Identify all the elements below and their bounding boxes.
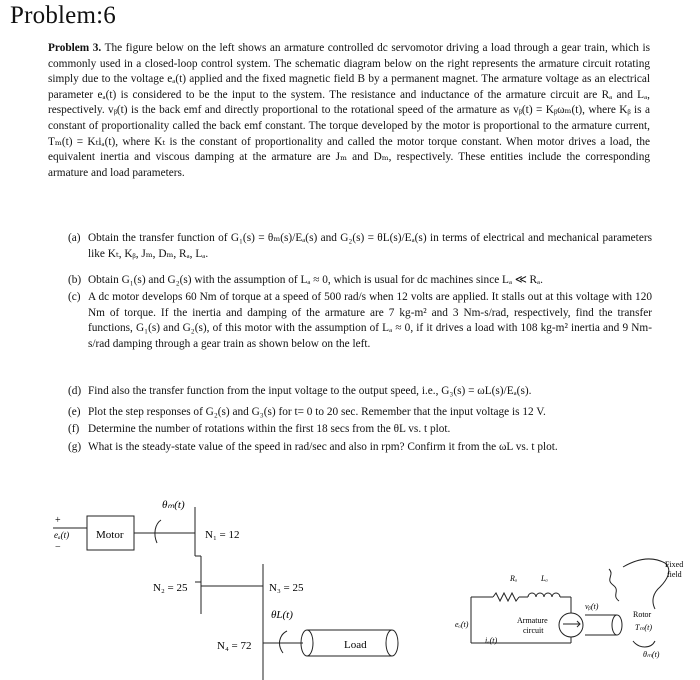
part-label: (e) [68, 406, 81, 418]
part-label: (f) [68, 423, 80, 435]
part-text: Find also the transfer function from the input voltage to the output speed, i.e., G₃(s) = ωL(s)/Eₐ(s). [88, 385, 532, 397]
n4-label: N₄ = 72 [217, 640, 252, 652]
part-text: What is the steady-state value of the speed in rad/sec and also in rpm? Confirm it from the ωL vs. t plot. [88, 441, 558, 453]
ea-label: eₐ(t) [54, 530, 70, 540]
part-label: (c) [68, 291, 81, 303]
part-text: Obtain the transfer function of G₁(s) = θₘ(s)/Eₐ(s) and G₂(s) = θL(s)/Eₐ(s) in terms of electrical and mechanical parameters like Kₜ, Kᵦ, Jₘ, Dₘ, Rₐ, Lₐ. [88, 232, 652, 260]
part-e [68, 405, 652, 421]
gear-train-diagram [45, 490, 410, 680]
circuit-label: circuit [523, 626, 544, 635]
field-label: field [667, 570, 682, 579]
part-b [68, 273, 652, 289]
theta-l-label: θL(t) [271, 609, 293, 621]
part-f [68, 422, 652, 438]
ia-label: iₐ(t) [485, 636, 498, 645]
n1-label: N₁ = 12 [205, 529, 240, 541]
armature-label: Armature [517, 616, 548, 625]
n3-label: N₃ = 25 [269, 582, 304, 594]
rotor-label: Rotor [633, 610, 652, 619]
part-label: (d) [68, 385, 82, 397]
load-disk-right [386, 630, 398, 656]
part-text: Determine the number of rotations within the first 18 secs from the θL vs. t plot. [88, 423, 451, 435]
vb-label: vᵦ(t) [585, 602, 599, 611]
part-c [68, 290, 652, 352]
fixed-label: Fixed [665, 560, 684, 569]
ea-label-right: eₐ(t) [455, 620, 469, 629]
n2-label: N₂ = 25 [153, 582, 188, 594]
theta-m-label-right: θₘ(t) [643, 650, 660, 659]
rotation-arrow-motor [155, 520, 161, 543]
theta-m-label: θₘ(t) [162, 499, 185, 511]
fixed-field-coil [623, 559, 669, 609]
part-label: (b) [68, 274, 82, 286]
problem-text: The figure below on the left shows an armature controlled dc servomotor driving a load through a gear train, which is commonly used in a closed-loop control system. The schematic diagram below on the right represents the armature circuit rotating simply due to the voltage eₐ(t) applied and the fixed magnetic field B by a permanent magnet. The armature voltage as an electrical parameter eₐ(t) is considered to be the input to the system. The resistance and inductance of the armature circuit are Rₐ and Lₐ, respectively. vᵦ(t) is the back emf and directly proportional to the rotational speed of the armature as vᵦ(t) = Kᵦωₘ(t), where Kᵦ is a constant of proportionality called the back emf constant. The torque developed by the motor is proportional to the armature current, Tₘ(t) = Kₜiₐ(t), where Kₜ is the constant of proportionality and called the motor torque constant. When motor drives a load, the equivalent inertia and viscous damping at the armature are Jₘ and Dₘ, respectively. These entities include the corresponding armature and load parameters. [48, 42, 650, 179]
inductor-la [528, 593, 560, 597]
la-label: Lₐ [541, 574, 548, 583]
resistor-ra [493, 593, 519, 601]
tm-label: Tₘ(t) [635, 623, 652, 632]
minus-sign: − [55, 542, 61, 553]
part-d [68, 384, 652, 400]
part-text: Obtain G₁(s) and G₂(s) with the assumption of Lₐ ≈ 0, which is usual for dc machines since Lₐ ≪ Rₐ. [88, 274, 543, 286]
armature-circuit-diagram [455, 545, 700, 677]
theta-m-arrow [633, 641, 655, 647]
part-text: Plot the step responses of G₂(s) and G₃(s) for t= 0 to 20 sec. Remember that the input voltage is 12 V. [88, 406, 546, 418]
part-text: A dc motor develops 60 Nm of torque at a speed of 500 rad/s when 12 volts are applied. It stalls out at this voltage with 120 Nm of torque. If the inertia and damping of the armature are 7 kg-m² and 3 Nm-s/rad, respectively, find the transfer functions, G₁(s) and G₂(s), of this motor with the assumption of Lₐ ≈ 0, if it drives a load with 108 kg-m² inertia and 9 Nm-s/rad damping through a gear train as shown below on the left. [88, 291, 652, 350]
problem-label: Problem 3. [48, 42, 102, 54]
load-label: Load [344, 639, 367, 651]
plus-sign: + [55, 515, 61, 526]
rotation-arrow-load [280, 631, 287, 653]
rotor-disk [612, 615, 622, 635]
page-title: Problem:6 [10, 2, 116, 29]
part-label: (g) [68, 441, 82, 453]
part-a [68, 231, 652, 262]
ra-label: Rₐ [510, 574, 518, 583]
problem-statement [48, 41, 650, 181]
part-g [68, 440, 652, 456]
part-label: (a) [68, 232, 81, 244]
motor-label: Motor [96, 529, 124, 541]
